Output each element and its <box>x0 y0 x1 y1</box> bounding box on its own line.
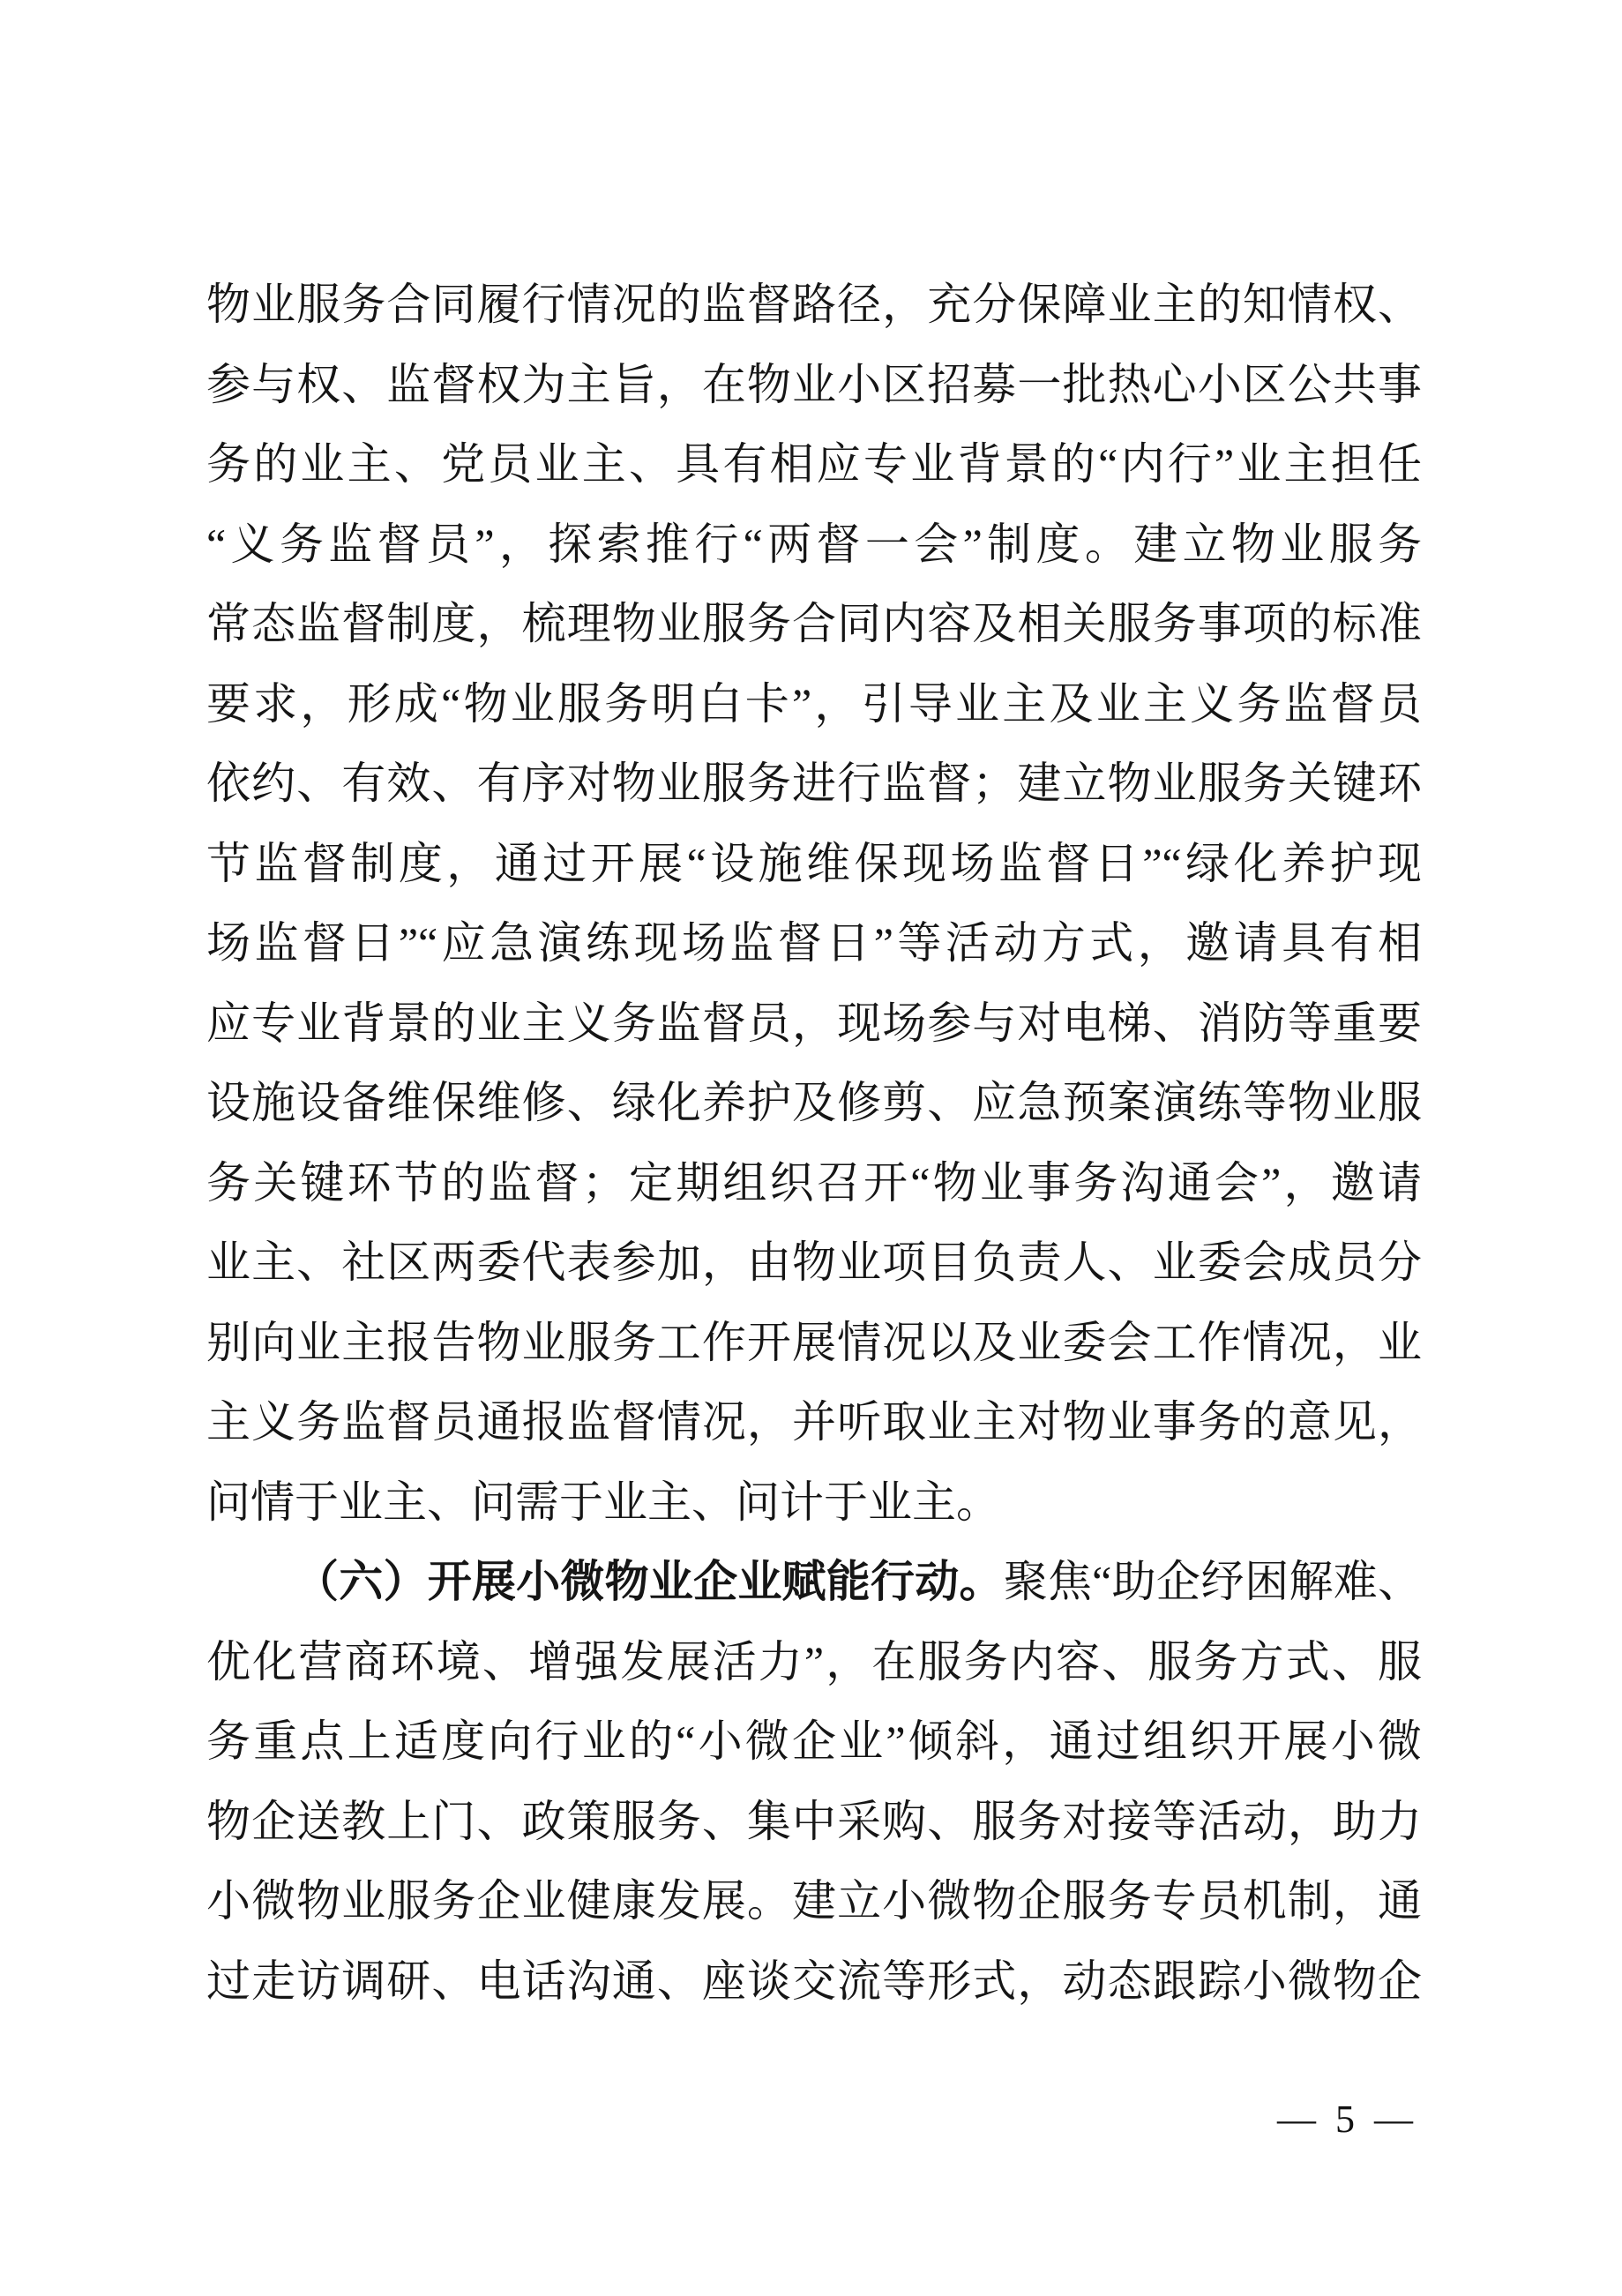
text-line: 业主、社区两委代表参加，由物业项目负责人、业委会成员分 <box>206 1238 1422 1287</box>
section-heading-line <box>206 1542 1422 1622</box>
text-line: 应专业背景的业主义务监督员，现场参与对电梯、消防等重要 <box>206 998 1422 1048</box>
text-line: 物企送教上门、政策服务、集中采购、服务对接等活动，助力 <box>206 1796 1422 1846</box>
page-footer <box>1277 2100 1413 2139</box>
text-line: 物业服务合同履行情况的监督路径，充分保障业主的知情权、 <box>206 280 1422 329</box>
page-number: 5 <box>1335 2098 1355 2141</box>
text-run: 聚焦“助企纾困解难、 <box>1003 1557 1422 1606</box>
footer-dash-right: — <box>1374 2098 1413 2141</box>
text-line: 务关键环节的监督；定期组织召开“物业事务沟通会”，邀请 <box>206 1157 1422 1208</box>
text-line: 依约、有效、有序对物业服务进行监督；建立物业服务关键环 <box>206 759 1422 808</box>
text-line: 别向业主报告物业服务工作开展情况以及业委会工作情况，业 <box>206 1317 1422 1367</box>
text-line: “义务监督员”，探索推行“两督一会”制度。建立物业服务 <box>206 519 1422 569</box>
text-line: 节监督制度，通过开展“设施维保现场监督日”“绿化养护现 <box>206 838 1422 888</box>
text-line: 务重点上适度向行业的“小微企业”倾斜，通过组织开展小微 <box>206 1716 1422 1766</box>
text-line: 过走访调研、电话沟通、座谈交流等形式，动态跟踪小微物企 <box>206 1956 1422 2006</box>
text-line: 要求，形成“物业服务明白卡”，引导业主及业主义务监督员 <box>206 678 1422 729</box>
text-line: 优化营商环境、增强发展活力”，在服务内容、服务方式、服 <box>206 1636 1422 1686</box>
text-line: 问情于业主、问需于业主、问计于业主。 <box>206 1477 1000 1527</box>
text-line: 常态监督制度，梳理物业服务合同内容及相关服务事项的标准 <box>206 599 1422 648</box>
text-line: 参与权、监督权为主旨，在物业小区招募一批热心小区公共事 <box>206 359 1422 409</box>
section-heading: （六）开展小微物业企业赋能行动。 <box>295 1557 1004 1606</box>
text-line: 主义务监督员通报监督情况，并听取业主对物业事务的意见， <box>206 1397 1422 1447</box>
text-line: 设施设备维保维修、绿化养护及修剪、应急预案演练等物业服 <box>206 1078 1422 1127</box>
text-line: 小微物业服务企业健康发展。建立小微物企服务专员机制，通 <box>206 1876 1422 1926</box>
footer-dash-left: — <box>1277 2098 1316 2141</box>
text-line: 场监督日”“应急演练现场监督日”等活动方式，邀请具有相 <box>206 918 1422 968</box>
document-body <box>206 265 1422 2021</box>
text-line: 务的业主、党员业主、具有相应专业背景的“内行”业主担任 <box>206 439 1422 489</box>
